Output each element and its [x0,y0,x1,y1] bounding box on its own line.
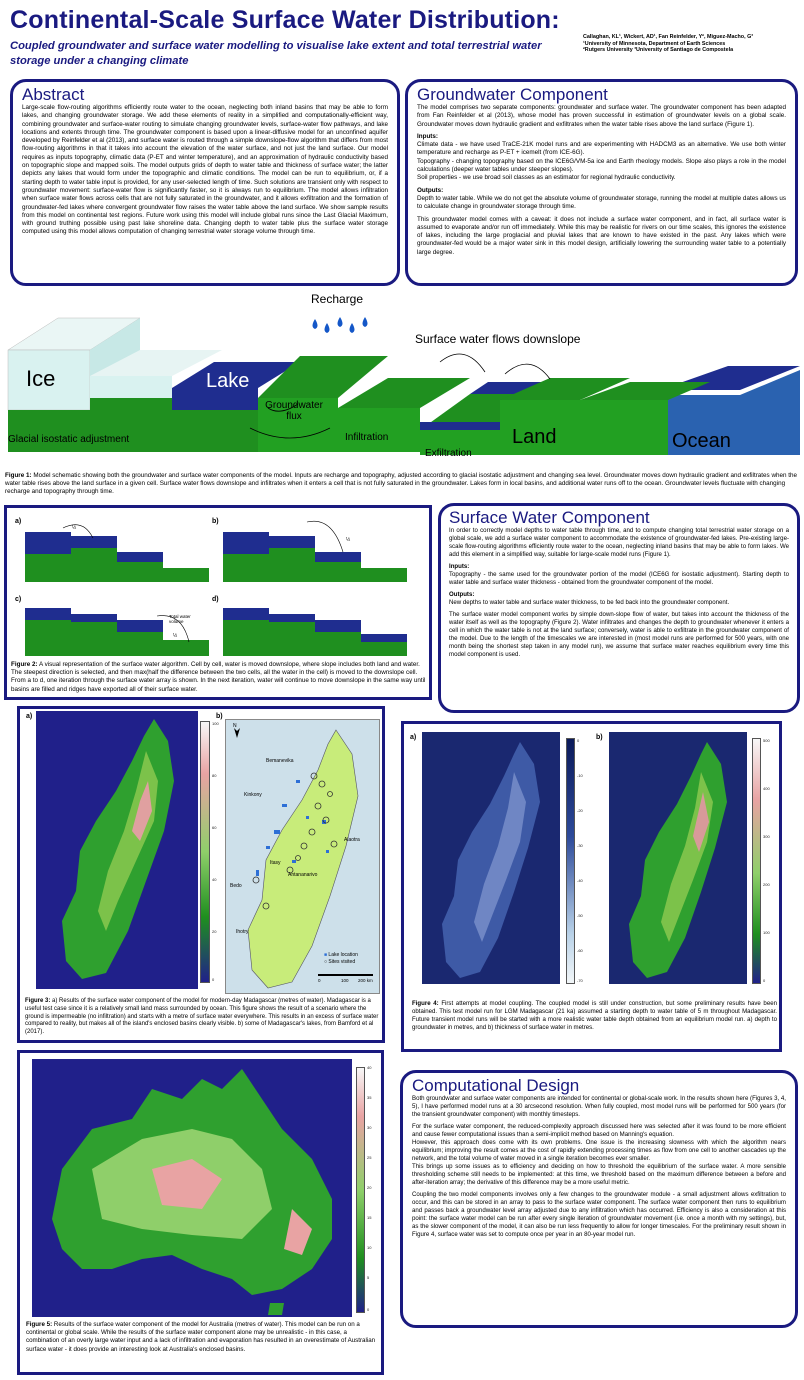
exfiltration-label: Exfiltration [425,448,472,459]
figure-4a-map [422,732,560,984]
surface-flow-arrow-1 [440,354,485,372]
gw-outputs-label: Outputs: [417,186,444,194]
fig4a-tick-0: 0 [577,738,580,743]
fig5-tick-2: 30 [367,1125,372,1130]
figure-3-box [17,706,385,1043]
fig3-tick-2: 60 [212,825,217,830]
figure-4-label-a: a) [410,734,417,741]
scale-100: 100 [341,978,349,983]
figure-1-caption [5,472,800,497]
figure-3-caption-text: a) Results of the surface water component of the model for modern-day Madagascar (metres of water). Madagascar is a useful test case since it is a relatively small land mass surrounded by ocean. This figure shows the result of a scenario where the ground is impermeable (no infiltration) and starts with a metre of surface water everywhere. This results in an excess of surface water compared to reality, but makes all of the island's enclosed basins clearly visible. b) some of Madagascar's lakes, from Bamford et al (2017). [25,998,379,1036]
legend-lake: ■ Lake location [324,952,358,958]
scale-200: 200 km [358,978,373,983]
figure-2-panel-d [223,608,407,656]
figure-3-label-a: a) [26,713,33,720]
fig5-tick-0: 40 [367,1065,372,1070]
surface-flow-arrow-2 [505,364,550,379]
fig3-tick-1: 80 [212,773,217,778]
gw-caveat: This groundwater model comes with a caveat: it does not include a surface water component, and in fact, all surface water is assumed to evaporate and/or run off immediately. While this may be realistic for rivers on our time scales, this ignores the existence of lakes, including the large proglacial and pluvial lakes that are known to have existed in the past. Any lakes which were groundwater-fed would be a major water sink in this model design, artificially lowering the surrounding water table to a potentially large degree. [417,215,786,256]
figure-2-total-water: Total water volume [169,614,191,624]
figure-1-caption-text: Model schematic showing both the groundwater and surface water components of the model. Inputs are recharge and topography, adjusted according to glacial isostatic adjustment and changing sea level. Groundwater moves down hydraulic gradient and exfiltrates when the water table rises above the land surface in a given cell. Surface water flows downslope and infiltrates when it enters a cell that is not fully saturated in the groundwater. Lakes form in local basins, and additional water runs off to the ocean. Groundwater levels fluctuate with changing recharge and topography through time. [5,472,797,496]
surface-flow-label: Surface water flows downslope [415,332,581,346]
place-itasy: Itasy [270,860,281,866]
gw-input-soil: Soil properties - we use broad soil classes as an estimator for regional hydraulic conductivity. [417,174,676,182]
land-label: Land [512,426,557,448]
australia-surface-svg [32,1059,352,1317]
fig4a-tick-5: -50 [577,913,583,918]
sw-intro: In order to correctly model depths to water table through time, and to compute changing total terrestrial water storage on a global scale, we add a surface water component to accommodate the existence of groundwater-fed lakes. Pre-existing large-scale flow-routing algorithms efficiently route water to the ocean, neglecting inland basins that may be able to form lakes. We add this element in a simplified way, suitable for large-scale model runs (Figure 1). [449,527,789,558]
figure-3-caption [25,998,381,1037]
figure-2-half-a: ½ [72,525,77,531]
fig5-tick-3: 25 [367,1155,372,1160]
infiltration-label: Infiltration [345,432,389,443]
surface-thickness-svg [609,732,747,984]
fig5-tick-5: 15 [367,1215,372,1220]
fig3-tick-3: 40 [212,877,217,882]
comp-p4: This brings up some issues as to efficiency and deciding on how to threshold the equilibrium of the surface water. A more sensible thresholding scheme still needs to be implemented: at this time, we threshold based on the maximum difference between a before and after-iteration array; the derivative of this difference may be a more useful metric. [412,1163,786,1186]
affiliation-1: ¹University of Minnesota, Department of Earth Sciences [583,40,726,47]
lake-label: Lake [206,370,250,392]
figure-4a-colorbar [566,738,575,984]
fig4a-tick-4: -40 [577,878,583,883]
figure-2-box [4,505,432,700]
comp-p5: Coupling the two model components involves only a few changes to the groundwater module - a small adjustment allows exfiltration to occur, and this can be stored in an array to pass to the surface water component. The surface water component then runs to equilibrium and passes back a groundwater level array adjusted due to any infiltration which has occurred. Efficiency is also a consideration at this point: the surface water model can be run after every single iteration of groundwater movement (i.e. once a month with my settings), but, as the slower component of the model, it can also be run less frequently to allow for longer timescales. For the preliminary result shown in Figure 4, surface water was set to compute once per year in an 80-year model run. [412,1191,786,1238]
fig4b-tick-2: 300 [763,834,770,839]
place-kinkony: Kinkony [244,792,262,798]
figure-5-caption-label: Figure 5: [26,1321,53,1328]
surface-water-heading: Surface Water Component [449,508,650,527]
poster-title: Continental-Scale Surface Water Distribution: [10,6,560,34]
figure-3-caption-label: Figure 3: [25,998,51,1004]
figure-4-label-b: b) [596,734,603,741]
figure-5-colorbar [356,1067,365,1313]
place-ihotry: Ihotry [236,929,249,935]
computational-box [400,1070,798,1328]
figure-2-caption [11,661,427,694]
legend-sites: ○ Sites visited [324,959,356,965]
surface-water-text [449,527,789,659]
depth-groundwater-svg [422,732,560,984]
legend-sites-text: Sites visited [328,959,356,965]
figure-3b-map [225,719,380,994]
figure-4b-colorbar [752,738,761,984]
sw-inputs-label: Inputs: [449,563,470,570]
fig4a-tick-7: -70 [577,978,583,983]
fig4b-tick-0: 500 [763,738,770,743]
figure-2-half-b: ½ [346,537,351,543]
figure-2-svg [7,508,429,658]
north-label: N [233,723,237,729]
figure-3-label-b: b) [216,713,223,720]
groundwater-box [405,79,798,286]
fig4b-tick-1: 400 [763,786,770,791]
gw-input-climate: Climate data - we have used TraCE-21K model runs and are experimenting with HADCM3 as an alternative. We use both winter temperature and recharge as P-ET + icemelt (from ICE-6G). [417,141,786,157]
figure-4-caption-text: First attempts at model coupling. The coupled model is still under construction, but some preliminary results have been obtained. This test model run for LGM Madagascar (21 ka) assumed a starting depth to water table of 5 m throughout Madagascar. Future transient model runs will be started with a more realistic water table depth obtained from an equilibrium model run. a) depth to groundwater in metres, and b) thickness of surface water in metres. [412,1000,777,1031]
figure-5-caption [26,1321,378,1354]
figure-2-label-a: a) [15,518,22,525]
groundwater-heading: Groundwater Component [417,85,608,104]
fig4a-tick-6: -60 [577,948,583,953]
scale-0: 0 [318,978,321,983]
abstract-box [10,79,400,286]
fig4a-tick-1: -10 [577,773,583,778]
madagascar-surface-svg [36,711,198,989]
figure-1-diagram [0,290,804,466]
recharge-drops [313,317,368,333]
ocean-label: Ocean [672,430,731,452]
fig3-tick-0: 100 [212,721,219,726]
fig4a-tick-3: -30 [577,843,583,848]
figure-2-half-c: ½ [173,633,178,639]
computational-text [412,1095,786,1239]
comp-p1: Both groundwater and surface water components are intended for continental or global-scale work. In the results shown here (Figures 3, 4, 5), I have performed model runs at a 30 arcsecond resolution. When fully coupled, most model runs will be performed for 500 years (for the transient groundwater component) with monthly timesteps. [412,1095,786,1118]
figure-5-box [17,1050,384,1375]
groundwater-intro: The model comprises two separate components: groundwater and surface water. The groundwater component has been adapted from Fan Reinfelder et al (2013), whose model has proven successful in estimation of groundwater levels on a global scale. Groundwater moves down hydraulic gradient and exfiltrates when the water table rises above the land surface (Figure 1). [417,104,786,128]
affiliation-2: ²Rutgers University ³University of Santiago de Compostela [583,47,734,54]
fig4a-tick-2: -20 [577,808,583,813]
fig5-tick-7: 5 [367,1275,370,1280]
fig5-tick-4: 20 [367,1185,372,1190]
figure-2-caption-text: A visual representation of the surface water algorithm. Cell by cell, water is moved downslope, where slope includes both land and water. The steepest direction is selected, and then max(half the difference between the two cells, all the water in the cell) is moved to the downslope cell. From a to d, one iteration through the surface water array is shown. In the next iteration, water will continue to move downslope in the same way until basins are filled and ridges have exported all of their surface water. [11,661,426,693]
fig4b-tick-5: 0 [763,978,766,983]
surface-water-box [438,503,800,713]
sw-inputs: Topography - the same used for the groundwater portion of the model (ICE6G for isostatic adjustment). Starting depth to water table and surface water thickness - obtained from the groundwater component of the model. [449,571,789,586]
abstract-text: Large-scale flow-routing algorithms efficiently route water to the ocean, neglecting both inland basins that may be able to form lakes, and changing groundwater storage. We add these elements of reality in a simplified and computationally-efficient way, combining groundwater and surface-water routing to simulate changing groundwater levels, surface-water flow pathways, and lake locations and extents through time. The groundwater component is based upon a linear-diffusive model for an unconfined aquifer developed by Reinfelder et al (2013), and surface water is routed through a simple downslope-flow algorithm that differs from most flow-routing algorithms in that it takes into account the elevation of the water surface, and not just the land surface. Our model requires as inputs topography, climatic data (P-ET and winter temperature), and an approximation of hydraulic conductivity based on topographic slope and mapped soils. The model outputs grids of depth to water table and thickness of surface water; the latter depicts any lakes that would form under the topographic and climatic conditions. The model can be run to equilibrium, or, if a starting depth to water table input is provided, for any user-selected length of time. Such solutions are transient only with respect to groundwater movement: surface-water flow is significantly faster, so it is always run to equilibrium. The model allows infiltration when surface water flows across cells that are not fully saturated in the groundwater, and it allows exfiltration and the formation of groundwater-fed lakes where convergent groundwater flow raises the water table above the land surface. We show sample results from this model on continental test regions. Future work using this model will include global runs since the Last Glacial Maximum, with ground truthing possible using past lake shoreline data. Changing depth to water table plus the surface water storage computed using this model allows computation of changing terrestrial water storage volume through time. [22,104,388,236]
figure-2-label-c: c) [15,596,22,603]
legend-lake-text: Lake location [328,952,358,958]
figure-5-map [32,1059,352,1317]
figure-2-caption-label: Figure 2: [11,661,38,668]
figure-2-label-b: b) [212,518,219,525]
computational-heading: Computational Design [412,1076,580,1095]
author-block [583,34,803,54]
sw-body: The surface water model component works by simple down-slope flow of water, but takes into account the thickness of the water itself as well as the topography (Figure 2). Water infiltrates and changes the depth to groundwater whenever it enters a cell in which the water table is not at the land surface; conversely, water is able to exfiltrate in the groundwater component of the model. Due to the length of the timescales we are interested in (most model runs are performed for 500 years, with one month being the shortest step taken in any model run), we assume that surface water reaches equilibrium every time this model component is used. [449,611,789,658]
fig5-tick-1: 35 [367,1095,372,1100]
figure-3a-map [36,711,198,989]
fig3-tick-4: 20 [212,929,217,934]
fig5-tick-6: 10 [367,1245,372,1250]
figure-4-caption-label: Figure 4: [412,1000,439,1007]
figure-2-panel-b [223,521,407,582]
place-alaotra: Alaotra [344,837,360,843]
sw-outputs: New depths to water table and surface water thickness, to be fed back into the groundwater component. [449,599,730,606]
gw-input-topography: Topography - changing topography based on the ICE6G/VM-5a ice and Earth rheology models. Slope also plays a role in the model calculations (deeper water tables under steeper slopes). [417,157,786,174]
groundwater-text [417,104,786,257]
sw-outputs-label: Outputs: [449,591,475,598]
fig5-tick-8: 0 [367,1307,370,1312]
fig4b-tick-4: 100 [763,930,770,935]
figure-3a-colorbar [200,721,210,983]
figure-4-box [401,721,782,1052]
north-arrow-icon [234,728,240,738]
gw-inputs-label: Inputs: [417,132,438,140]
figure-4-caption [412,1000,777,1032]
place-antananarivo: Antananarivo [288,872,318,878]
place-bemanevika: Bemanevika [266,758,294,764]
poster-subtitle: Coupled groundwater and surface water modelling to visualise lake extent and total terrestrial water storage under a changing climate [10,40,542,67]
comp-p3: However, this approach does come with its own problems. One issue is the increasing slowness with which the algorithm nears equilibrium; improving the result comes at the cost of rapidly extending processing times as flow from one cell to another cascades up the network, and the total volume of water moved in a single iteration becomes ever smaller. [412,1139,786,1162]
fig3-tick-5: 0 [212,977,215,982]
scale-bar [318,974,373,976]
gw-outputs: Depth to water table. While we do not get the absolute volume of groundwater storage, running the model at multiple dates allows us to calculate change in groundwater storage through time. [417,194,786,211]
recharge-label: Recharge [311,292,364,306]
figure-1-caption-label: Figure 1: [5,472,32,479]
fig4b-tick-3: 200 [763,882,770,887]
abstract-heading: Abstract [22,85,85,104]
figure-2-panel-a [25,525,209,582]
figure-4b-map [609,732,747,984]
place-bedo: Bedo [230,883,242,889]
figure-2-label-d: d) [212,596,219,603]
gw-flux-label: Groundwater flux [265,400,323,422]
authors-line: Callaghan, KL¹, Wickert, AD¹, Fan Reinfelder, Y², Miguez-Macho, G³ [583,34,754,40]
glacial-label: Glacial isostatic adjustment [8,434,130,445]
figure-5-caption-text: Results of the surface water component of the model for Australia (metres of water). This model can be run on a continental or global scale. While the results of the surface water component alone may be unrealistic - in this case, a combination of an overly large water input and a lack of infiltration and evaporation has resulted in an overestimate of Australian surface water - it does provide an interesting look at Australia's enclosed basins. [26,1321,376,1353]
comp-p2: For the surface water component, the reduced-complexity approach discussed here was selected after it was found to be more efficient and cause fewer computational issues than a semi-implicit method based on Manning's equation. [412,1123,786,1138]
ice-label: Ice [26,366,56,391]
